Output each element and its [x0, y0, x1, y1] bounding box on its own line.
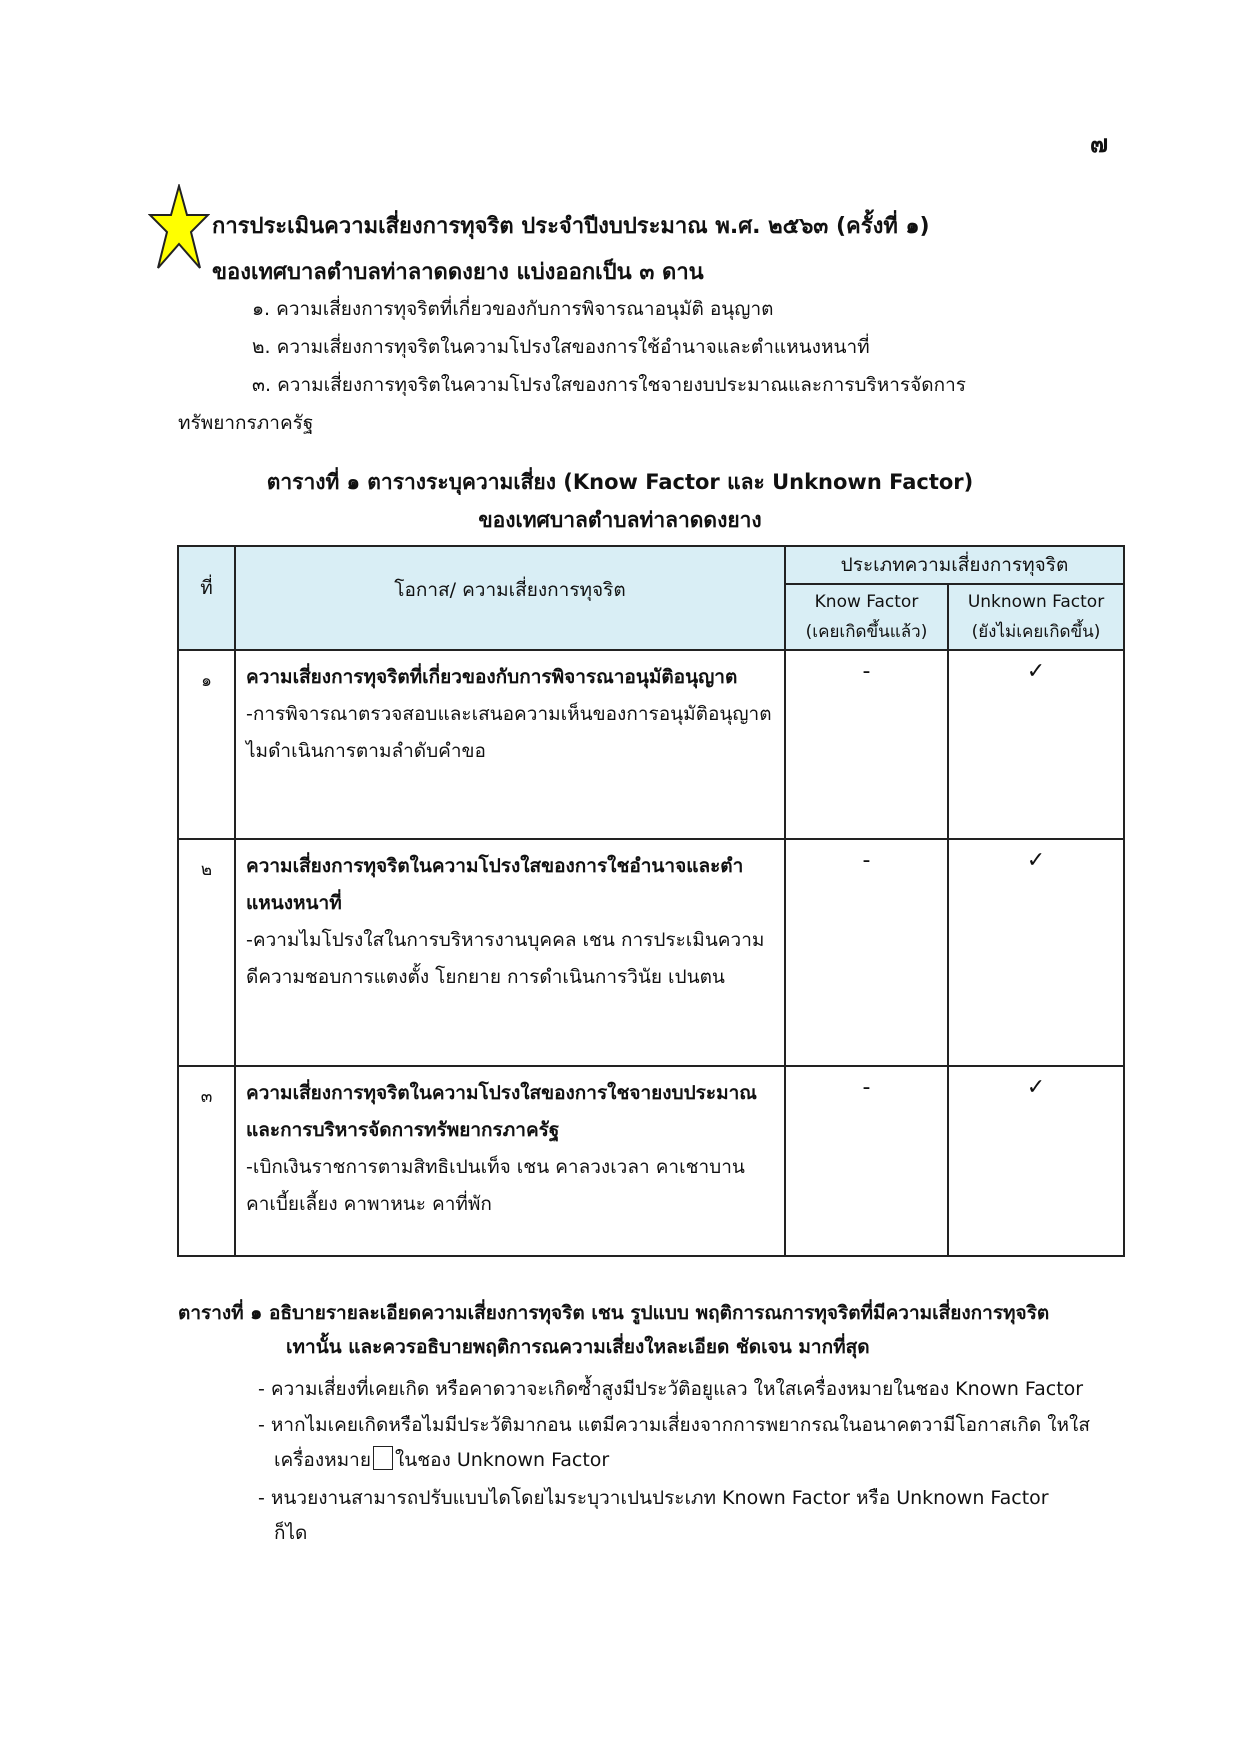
row-unknown-factor-check-icon: ✓ [948, 839, 1124, 1066]
header-opportunity: โอกาส/ ความเสี่ยงการทุจริต [235, 546, 785, 650]
row-number: ๓ [178, 1066, 235, 1256]
explanation-title-line-2: เทานั้น และควรอธิบายพฤติการณความเสี่ยงใหละเอียด ชัดเจน มากที่สุด [286, 1336, 870, 1358]
row-title: ความเสี่ยงการทุจริตในความโปรงใสของการใชอำนาจและตำแหนงหนาที่ [246, 855, 744, 914]
bullet-2-line-2b: ในชอง Unknown Factor [394, 1449, 610, 1471]
bullet-2-line-2a: เครื่องหมาย [274, 1449, 371, 1471]
row-description [235, 1066, 785, 1256]
row-know-factor: - [785, 839, 948, 1066]
bullet-3-line-2: ก็ได [274, 1522, 308, 1544]
header-know-factor [785, 584, 948, 650]
risk-area-3: ๓. ความเสี่ยงการทุจริตในความโปรงใสของการใชจายงบประมาณและการบริหารจัดการ [252, 374, 966, 396]
table-caption-line-1: ตารางที่ ๑ ตารางระบุความเสี่ยง (Know Factor และ Unknown Factor) [266, 470, 974, 494]
explanation-bullet-2 [258, 1408, 1118, 1478]
row-title: ความเสี่ยงการทุจริตในความโปรงใสของการใชจายงบประมาณและการบริหารจัดการทรัพยากรภาครัฐ [246, 1082, 757, 1141]
header-know-sub: (เคยเกิดขึ้นแล้ว) [805, 622, 928, 642]
row-title: ความเสี่ยงการทุจริตที่เกี่ยวของกับการพิจารณาอนุมัติอนุญาต [246, 666, 738, 688]
checkbox-symbol-icon [373, 1446, 393, 1470]
explanation-bullet-1: - ความเสี่ยงที่เคยเกิด หรือคาดวาจะเกิดซ้ำสูงมีประวัติอยูแลว ใหใสเครื่องหมายในชอง Known Factor [258, 1378, 1084, 1400]
header-risk-type: ประเภทความเสี่ยงการทุจริต [785, 546, 1124, 584]
header-know-label: Know Factor [814, 592, 919, 612]
risk-area-3-continuation: ทรัพยากรภาครัฐ [178, 412, 314, 434]
table-caption-line-2: ของเทศบาลตำบลท่าลาดดงยาง [478, 508, 762, 532]
table-row [178, 650, 1124, 839]
row-detail: -เบิกเงินราชการตามสิทธิเปนเท็จ เชน คาลวงเวลา คาเชาบาน คาเบี้ยเลี้ยง คาพาหนะ คาที่พัก [246, 1156, 745, 1215]
row-description [235, 650, 785, 839]
page-number: ๗ [1089, 130, 1108, 158]
explanation-bullet-3 [258, 1481, 1118, 1551]
header-unknown-label: Unknown Factor [967, 592, 1105, 612]
risk-table [177, 545, 1125, 1257]
row-number: ๒ [178, 839, 235, 1066]
risk-area-1: ๑. ความเสี่ยงการทุจริตที่เกี่ยวของกับการพิจารณาอนุมัติ อนุญาต [252, 298, 774, 320]
row-detail: -การพิจารณาตรวจสอบและเสนอความเห็นของการอนุมัติอนุญาต ไมดำเนินการตามลำดับคำขอ [246, 703, 772, 762]
table-row [178, 839, 1124, 1066]
heading-line-1: การประเมินความเสี่ยงการทุจริต ประจำปีงบประมาณ พ.ศ. ๒๕๖๓ (ครั้งที่ ๑) [212, 214, 930, 239]
row-know-factor: - [785, 1066, 948, 1256]
row-know-factor: - [785, 650, 948, 839]
row-unknown-factor-check-icon: ✓ [948, 650, 1124, 839]
bullet-2-line-2 [258, 1443, 1118, 1478]
bullet-2-line-1: - หากไมเคยเกิดหรือไมมีประวัติมากอน แตมีความเสี่ยงจากการพยากรณในอนาคตวามีโอกาสเกิด ใหใส [258, 1414, 1090, 1436]
row-number: ๑ [178, 650, 235, 839]
table-row [178, 1066, 1124, 1256]
header-unknown-factor [948, 584, 1124, 650]
header-no: ที่ [178, 546, 235, 650]
bullet-3-line-1: - หนวยงานสามารถปรับแบบไดโดยไมระบุวาเปนประเภท Known Factor หรือ Unknown Factor [258, 1487, 1049, 1509]
star-icon [148, 184, 210, 270]
header-unknown-sub: (ยังไม่เคยเกิดขึ้น) [971, 622, 1101, 642]
row-unknown-factor-check-icon: ✓ [948, 1066, 1124, 1256]
explanation-title [178, 1296, 1108, 1364]
heading-line-2: ของเทศบาลตำบลท่าลาดดงยาง แบ่งออกเป็น ๓ ดาน [212, 260, 704, 285]
row-detail: -ความไมโปรงใสในการบริหารงานบุคคล เชน การประเมินความดีความชอบการแตงตั้ง โยกยาย การดำเนินการวินัย เปนตน [246, 929, 765, 988]
row-description [235, 839, 785, 1066]
risk-area-2: ๒. ความเสี่ยงการทุจริตในความโปรงใสของการใช้อำนาจและตำแหนงหนาที่ [252, 336, 870, 358]
explanation-title-line-1: ตารางที่ ๑ อธิบายรายละเอียดความเสี่ยงการทุจริต เชน รูปแบบ พฤติการณการทุจริตที่มีความเสี่ยงการทุจริต [178, 1302, 1050, 1324]
